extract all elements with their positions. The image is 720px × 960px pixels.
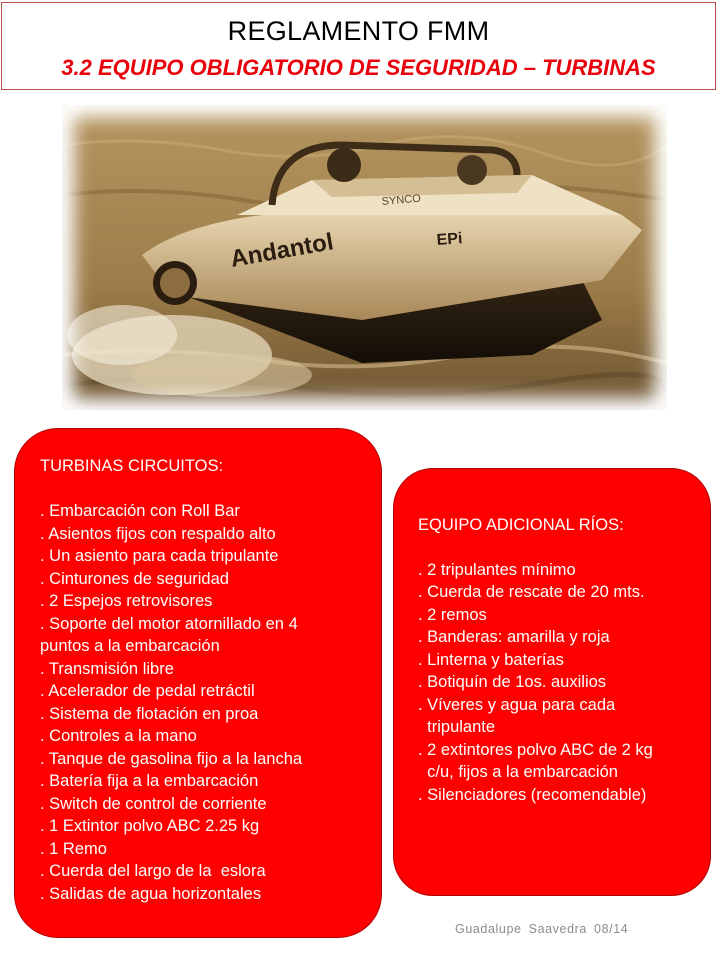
- page-title: REGLAMENTO FMM: [227, 16, 490, 46]
- svg-text:EPi: EPi: [436, 230, 464, 249]
- list-item: . Controles a la mano: [40, 727, 197, 745]
- list-item: . Banderas: amarilla y roja: [418, 628, 610, 646]
- turbinas-circuitos-list: [40, 500, 302, 905]
- list-item: puntos a la embarcación: [40, 637, 220, 655]
- list-item: . Cuerda de rescate de 20 mts.: [418, 583, 645, 601]
- jet-boat-photo: [62, 105, 667, 410]
- list-item: . Asientos fijos con respaldo alto: [40, 524, 276, 543]
- list-item: c/u, fijos a la embarcación: [418, 763, 618, 781]
- list-item: . Soporte del motor atornillado en 4: [40, 614, 298, 633]
- list-item: . Sistema de flotación en proa: [40, 704, 259, 723]
- list-item: . Embarcación con Roll Bar: [40, 502, 240, 520]
- list-item: . Acelerador de pedal retráctil: [40, 682, 255, 700]
- page-subtitle: 3.2 EQUIPO OBLIGATORIO DE SEGURIDAD – TURBINAS: [61, 55, 656, 80]
- list-item: . Silenciadores (recomendable): [418, 785, 647, 804]
- equipo-adicional-list: [418, 559, 653, 807]
- list-item: . Switch de control de corriente: [40, 794, 267, 813]
- list-item: . Transmisión libre: [40, 659, 174, 678]
- list-item: . 2 Espejos retrovisores: [40, 592, 213, 610]
- list-item: . 2 extintores polvo ABC de 2 kg: [418, 740, 653, 759]
- equipo-adicional-rios-panel: [393, 468, 711, 896]
- equipo-adicional-heading: EQUIPO ADICIONAL RÍOS:: [418, 516, 624, 534]
- footer-credit: Guadalupe Saavedra 08/14: [455, 922, 629, 936]
- list-item: tripulante: [418, 718, 496, 736]
- jet-boat-photo-icon: [62, 105, 667, 410]
- list-item: . Salidas de agua horizontales: [40, 884, 262, 903]
- list-item: . 1 Remo: [40, 839, 107, 858]
- svg-text:SYNCO: SYNCO: [381, 192, 422, 208]
- list-item: . Batería fija a la embarcación: [40, 772, 259, 790]
- turbinas-circuitos-heading: TURBINAS CIRCUITOS:: [40, 457, 224, 475]
- list-item: . Tanque de gasolina fijo a la lancha: [40, 749, 303, 768]
- list-item: . Víveres y agua para cada: [418, 695, 616, 714]
- svg-text:Andantol: Andantol: [228, 228, 336, 273]
- list-item: . Un asiento para cada tripulante: [40, 547, 279, 565]
- list-item: . Cuerda del largo de la eslora: [40, 862, 266, 880]
- list-item: . Cinturones de seguridad: [40, 569, 229, 588]
- list-item: . Botiquín de 1os. auxilios: [418, 673, 607, 691]
- list-item: . 1 Extintor polvo ABC 2.25 kg: [40, 817, 260, 835]
- header-banner: [1, 2, 716, 90]
- turbinas-circuitos-panel: [14, 428, 382, 938]
- list-item: . 2 remos: [418, 605, 487, 624]
- list-item: . Linterna y baterías: [418, 650, 564, 669]
- list-item: . 2 tripulantes mínimo: [418, 560, 576, 579]
